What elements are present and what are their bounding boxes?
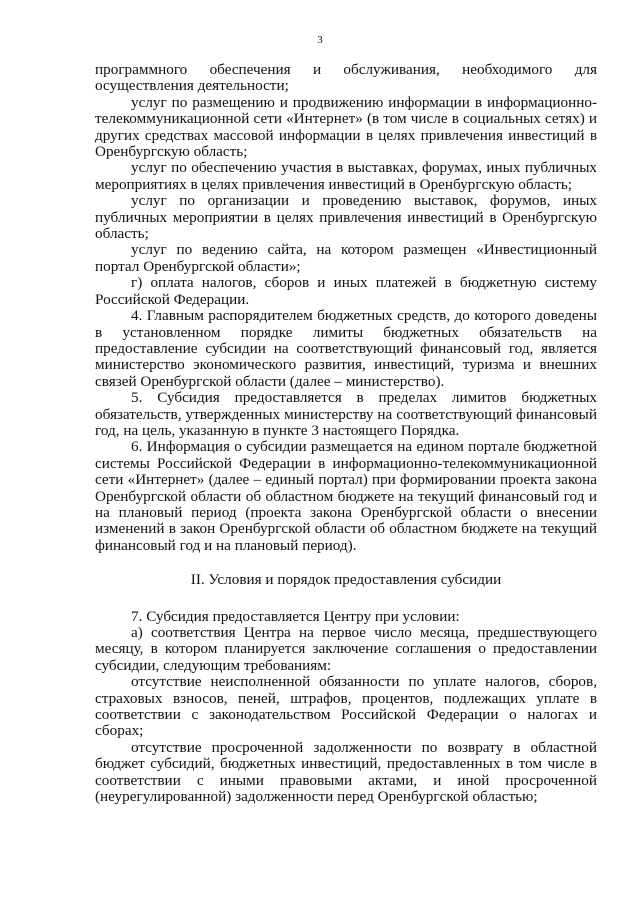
paragraph: отсутствие неисполненной обязанности по уплате налогов, сборов, страховых взносов, пеней, штрафов, процентов, подлежащих уплате в соответствии с законодательством Российской Федерации о налогах и сборах; [95,673,597,740]
page-number: 3 [317,34,323,46]
paragraph: а) соответствия Центра на первое число месяца, предшествующего месяцу, в котором планируется заключение соглашения о предоставлении субсидии, следующим требованиям: [95,624,597,674]
paragraph: услуг по размещению и продвижению информации в информационно-телекоммуникационной сети «Интернет» (в том числе в социальных сетях) и других средствах массовой информации в целях привлечения инвестиций в Оренбургскую область; [95,93,597,161]
paragraph: программного обеспечения и обслуживания, необходимого для осуществления деятельности; [95,61,597,95]
paragraph: 7. Субсидия предоставляется Центру при условии: [131,607,460,625]
document-body [95,62,597,805]
paragraph: 4. Главным распорядителем бюджетных средств, до которого доведены в установленном порядке лимиты бюджетных обязательств на предоставление субсидии на соответствующий финансовый год, является министерство экономического развития, инвестиций, туризма и внешних связей Оренбургской области (далее – министерство). [95,307,597,390]
paragraph: услуг по ведению сайта, на котором размещен «Инвестиционный портал Оренбургской области»; [95,241,597,275]
paragraph: услуг по организации и проведению выставок, форумов, иных публичных мероприятии в целях привлечения инвестиций в Оренбургскую область; [95,192,597,243]
paragraph: отсутствие просроченной задолженности по возврату в областной бюджет субсидий, бюджетных инвестиций, предоставленных в том числе в соответствии с иными правовыми актами, и иной просроченной (неурегулированной) задолженности перед Оренбургской областью; [95,738,597,806]
paragraph: 6. Информация о субсидии размещается на едином портале бюджетной системы Российской Федерации в информационно-телекоммуникационной сети «Интернет» (далее – единый портал) при формировании проекта закона Оренбургской области об областном бюджете на текущий финансовый год и на плановый период (проекта закона Оренбургской области о внесении изменений в закон Оренбургской области об областном бюджете на текущий финансовый год и на плановый период). [95,438,597,554]
paragraph: 5. Субсидия предоставляется в пределах лимитов бюджетных обязательств, утвержденных министерству на соответствующий финансовый год, на цель, указанную в пункте 3 настоящего Порядка. [95,389,597,439]
section-heading: II. Условия и порядок предоставления субсидии [190,571,502,589]
paragraph: услуг по обеспечению участия в выставках, форумах, иных публичных мероприятиях в целях привлечения инвестиций в Оренбургскую область; [95,159,597,193]
paragraph: г) оплата налогов, сборов и иных платежей в бюджетную систему Российской Федерации. [95,274,597,308]
